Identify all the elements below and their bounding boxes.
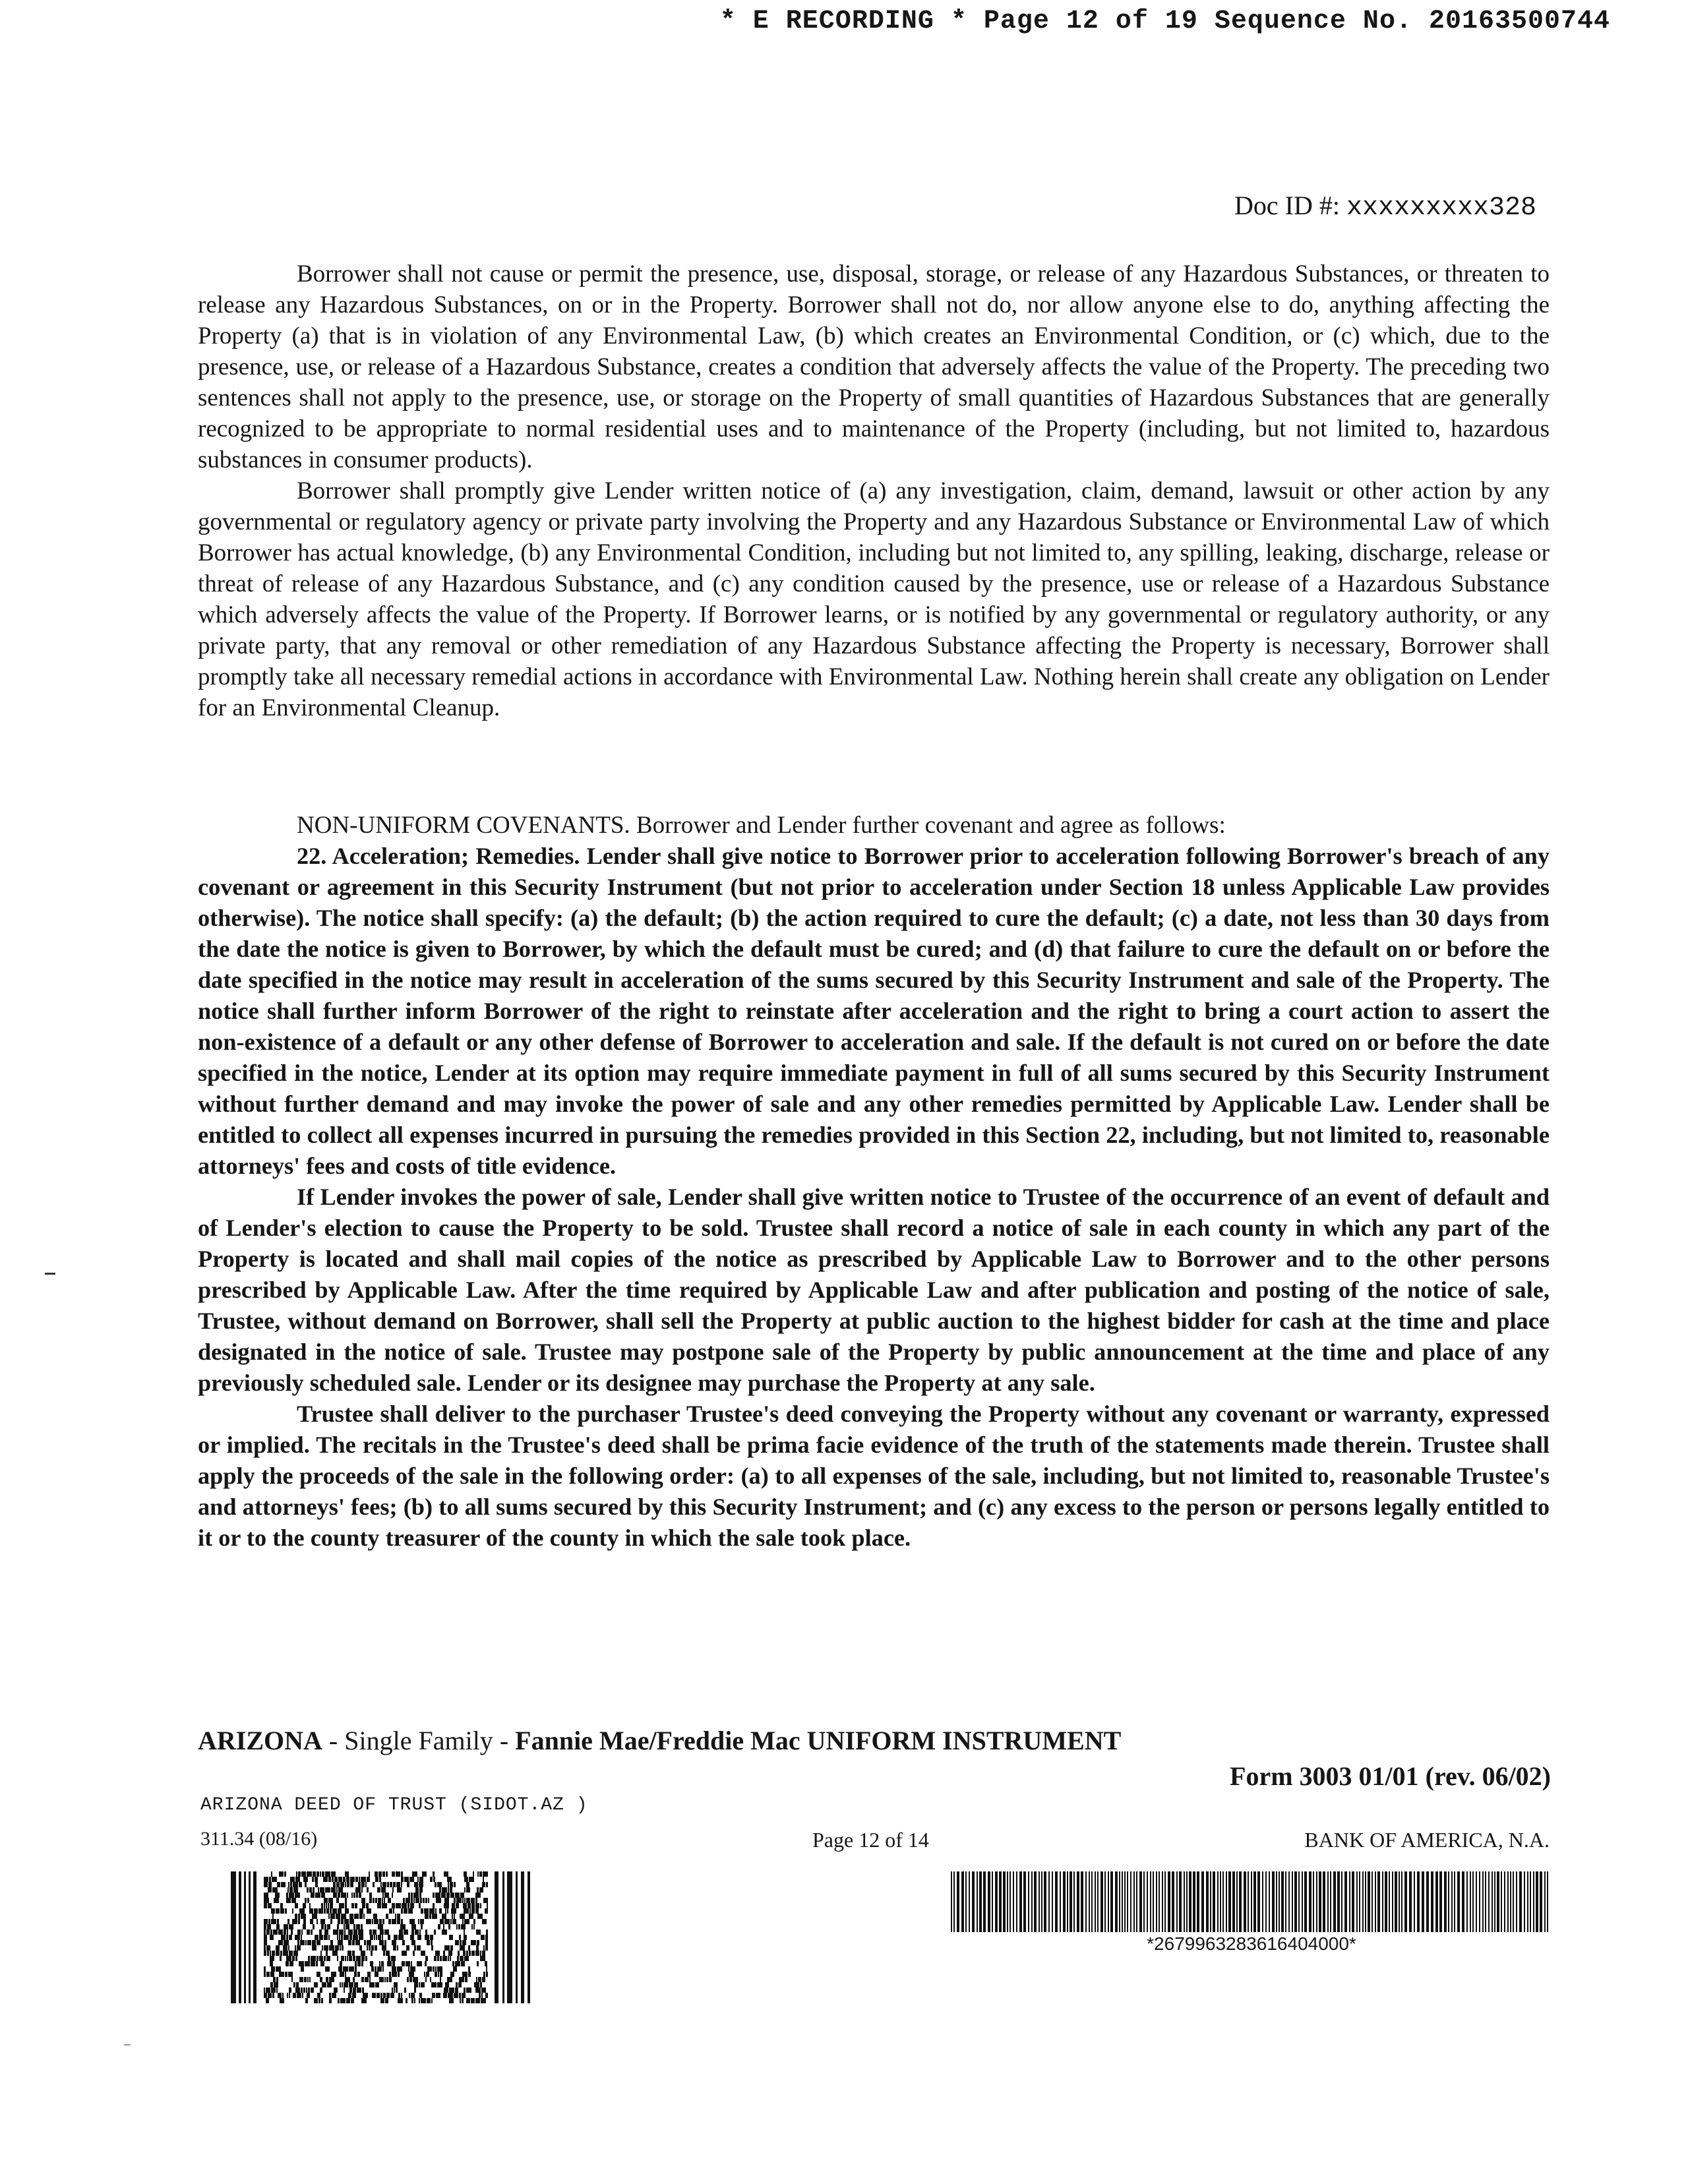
footer-lender: BANK OF AMERICA, N.A. bbox=[1304, 1828, 1550, 1852]
scan-dash-mark bbox=[124, 2044, 131, 2046]
pdf417-barcode-icon bbox=[231, 1871, 534, 2003]
barcode-number: *2679963283616404000* bbox=[1147, 1933, 1356, 1954]
footer-state: ARIZONA bbox=[198, 1726, 322, 1755]
section-22-paragraph: 22. Acceleration; Remedies. Lender shall give notice to Borrower prior to acceleration following Borrower's breach of any covenant or agreement in this Security Instrument (but not prior to acceleration under Section 18 unless Applicable Law provides otherwise). The notice shall specify: (a) the default; (b) the action required to cure the default; (c) a date, not less than 30 days from the date the notice is given to Borrower, by which the default must be cured; and (d) that failure to cure the default on or before the date specified in the notice may result in acceleration of the sums secured by this Security Instrument and sale of the Property. The notice shall further inform Borrower of the right to reinstate after acceleration and the right to bring a court action to assert the non-existence of a default or any other defense of Borrower to acceleration and sale. If the default is not cured on or before the date specified in the notice, Lender at its option may require immediate payment in full of all sums secured by this Security Instrument without further demand and may invoke the power of sale and any other remedies permitted by Applicable Law. Lender shall be entitled to collect all expenses incurred in pursuing the remedies provided in this Section 22, including, but not limited to, reasonable attorneys' fees and costs of title evidence. bbox=[198, 843, 1550, 1179]
doc-id bbox=[1234, 190, 1536, 223]
doc-id-label: Doc ID #: bbox=[1234, 191, 1346, 220]
footer-version: 311.34 (08/16) bbox=[200, 1828, 318, 1850]
footer-form-title bbox=[198, 1725, 1121, 1756]
non-uniform-covenants-section bbox=[198, 810, 1550, 1554]
section-22-paragraph: If Lender invokes the power of sale, Lender shall give written notice to Trustee of the occurrence of an event of default and of Lender's election to cause the Property to be sold. Trustee shall record a notice of sale in each county in which any part of the Property is located and shall mail copies of the notice as prescribed by Applicable Law to Borrower and to the other persons prescribed by Applicable Law. After the time required by Applicable Law and after publication and posting of the notice of sale, Trustee, without demand on Borrower, shall sell the Property at public auction to the highest bidder for cash at the time and place designated in the notice of sale. Trustee may postpone sale of the Property by public announcement at the time and place of any previously scheduled sale. Lender or its designee may purchase the Property at any sale. bbox=[198, 1184, 1550, 1396]
footer-instrument: Fannie Mae/Freddie Mac UNIFORM INSTRUMENT bbox=[515, 1726, 1122, 1755]
hazard-paragraph: Borrower shall not cause or permit the presence, use, disposal, storage, or release of any Hazardous Substances, or threaten to release any Hazardous Substances, on or in the Property. Borrower shall not do, nor allow anyone else to do, anything affecting the Property (a) that is in violation of any Environmental Law, (b) which creates an Environmental Condition, or (c) which, due to the presence, use, or release of a Hazardous Substance, creates a condition that adversely affects the value of the Property. The preceding two sentences shall not apply to the presence, use, or storage on the Property of small quantities of Hazardous Substances that are generally recognized to be appropriate to normal residential uses and to maintenance of the Property (including, but not limited to, hazardous substances in consumer products). bbox=[198, 260, 1550, 473]
footer-separator: - bbox=[493, 1726, 516, 1755]
footer-form-number: Form 3003 01/01 (rev. 06/02) bbox=[1230, 1761, 1551, 1791]
recording-header: * E RECORDING * Page 12 of 19 Sequence No. 20163500744 bbox=[719, 7, 1610, 36]
hazardous-substances-section bbox=[198, 258, 1550, 723]
footer-page-number: Page 12 of 14 bbox=[812, 1828, 929, 1852]
non-uniform-intro: NON-UNIFORM COVENANTS. Borrower and Lender further covenant and agree as follows: bbox=[297, 812, 1226, 839]
linear-barcode-icon bbox=[951, 1871, 1552, 1932]
footer-deed-name: ARIZONA DEED OF TRUST (SIDOT.AZ ) bbox=[200, 1795, 588, 1815]
section-22-paragraph: Trustee shall deliver to the purchaser Trustee's deed conveying the Property without any covenant or warranty, expressed or implied. The recitals in the Trustee's deed shall be prima facie evidence of the truth of the statements made therein. Trustee shall apply the proceeds of the sale in the following order: (a) to all expenses of the sale, including, but not limited to, reasonable Trustee's and attorneys' fees; (b) to all sums secured by this Security Instrument; and (c) any excess to the person or persons legally entitled to it or to the county treasurer of the county in which the sale took place. bbox=[198, 1401, 1550, 1551]
footer-family: Single Family bbox=[344, 1726, 493, 1755]
doc-id-value: xxxxxxxxx328 bbox=[1346, 193, 1536, 223]
footer-separator: - bbox=[322, 1726, 345, 1755]
hazard-paragraph: Borrower shall promptly give Lender written notice of (a) any investigation, claim, demand, lawsuit or other action by any governmental or regulatory agency or private party involving the Property and any Hazardous Substance or Environmental Law of which Borrower has actual knowledge, (b) any Environmental Condition, including but not limited to, any spilling, leaking, discharge, release or threat of release of any Hazardous Substance, and (c) any condition caused by the presence, use or release of a Hazardous Substance which adversely affects the value of the Property. If Borrower learns, or is notified by any governmental or regulatory authority, or any private party, that any removal or other remediation of any Hazardous Substance affecting the Property is necessary, Borrower shall promptly take all necessary remedial actions in accordance with Environmental Law. Nothing herein shall create any obligation on Lender for an Environmental Cleanup. bbox=[198, 477, 1550, 721]
scan-dash-mark bbox=[45, 1273, 55, 1275]
